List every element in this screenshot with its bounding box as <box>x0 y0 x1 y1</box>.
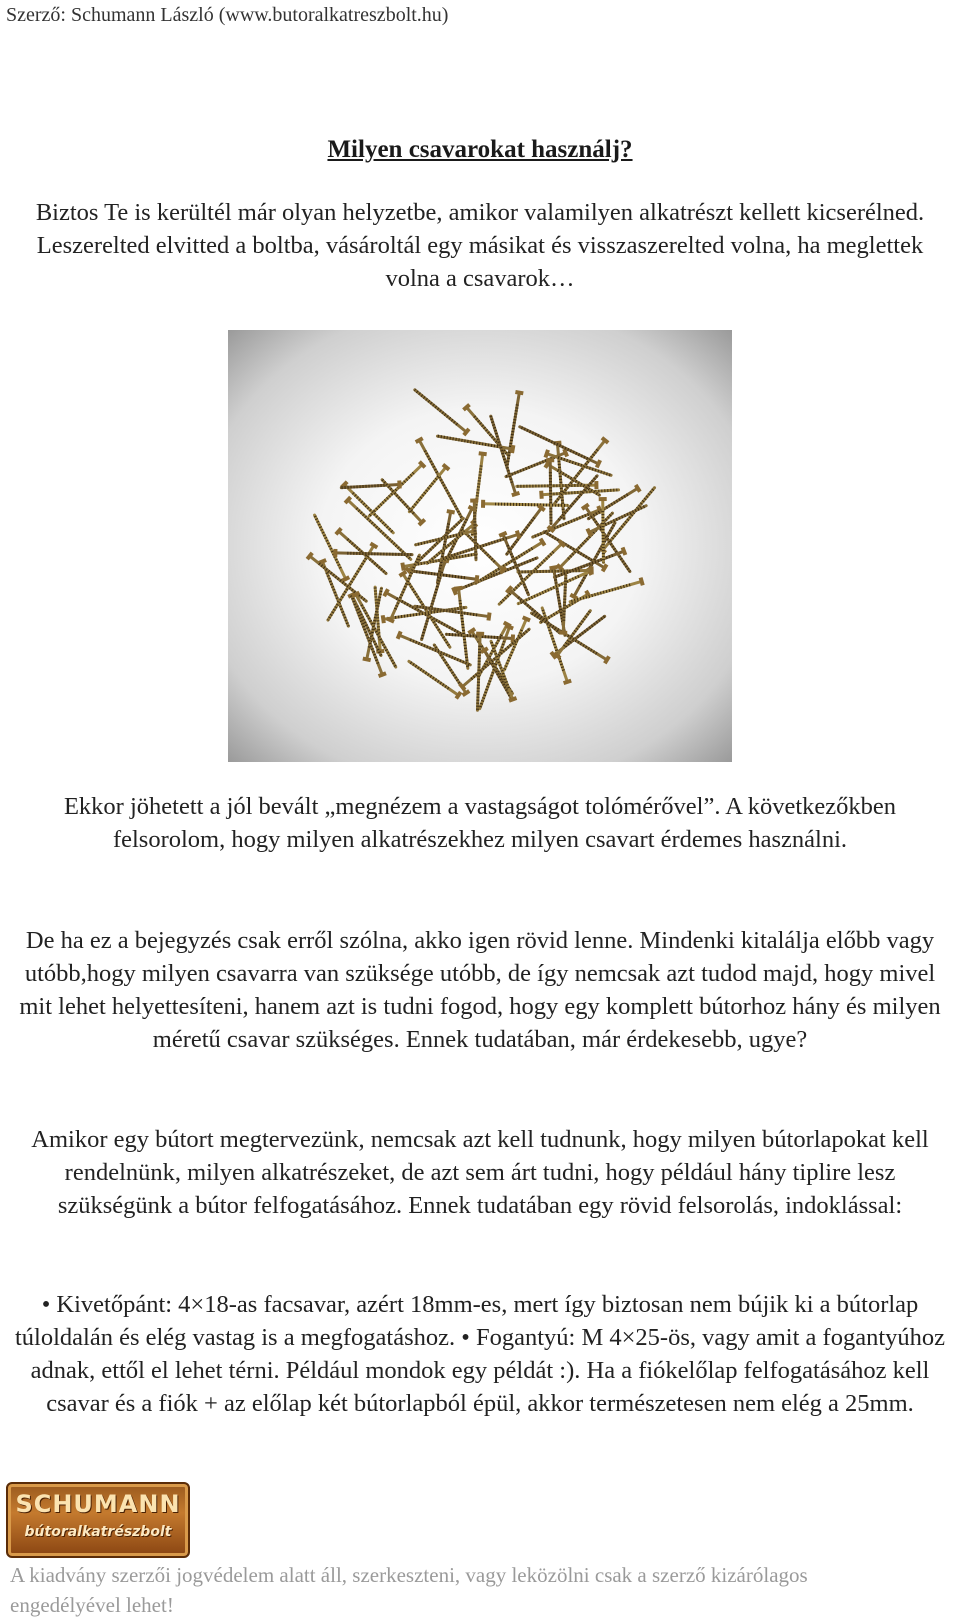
screw <box>455 588 472 669</box>
logo-subtitle: bútoralkatrészbolt <box>24 1524 172 1540</box>
screw <box>319 560 352 628</box>
schumann-logo <box>6 1482 190 1558</box>
paragraph-explanation: De ha ez a bejegyzés csak erről szólna, akko igen rövid lenne. Mindenki kitalálja előbb vagy utóbb,hogy milyen csavarra van szüksége utóbb, de így nemcsak azt tudod majd, hogy mivel mit lehet helyettesíteni, hanem azt is tudni fogod, hogy egy komplett bútorhoz hány és milyen méretű csavar szükséges. Ennek tudatában, már érdekesebb, ugye? <box>19 927 941 1053</box>
paragraph-caliper: Ekkor jöhetett a jól bevált „megnézem a vastagságot tolómérővel”. A következőkben felsorolom, hogy milyen alkatrészekhez milyen csavart érdemes használni. <box>63 793 897 853</box>
paragraph-planning: Amikor egy bútort megtervezünk, nemcsak azt kell tudnunk, hogy milyen bútorlapokat kell rendelnünk, milyen alkatrészeket, de azt sem árt tudni, hogy például hány tiplire lesz szükségünk a bútor felfogatásához. Ennek tudatában egy rövid felsorolás, indoklással: <box>31 1126 929 1219</box>
screw <box>342 482 397 536</box>
screw <box>416 438 466 520</box>
screw <box>542 528 607 571</box>
screw <box>413 567 477 583</box>
screw <box>366 462 425 519</box>
article-title: Milyen csavarokat használj? <box>327 136 633 163</box>
screw <box>412 387 469 435</box>
author-header: Szerző: Schumann László (www.butoralkatreszbolt.hu) <box>6 4 449 26</box>
screw <box>569 578 643 606</box>
screw <box>507 587 563 636</box>
screw <box>504 506 545 557</box>
screws-photo <box>228 330 732 762</box>
screw <box>463 405 510 458</box>
logo-brand: SCHUMANN <box>15 1490 181 1518</box>
copyright-notice: A kiadvány szerzői jogvédelem alatt áll, szerkeszteni, vagy leközölni csak a szerző kizárólagos engedélyével lehet! <box>10 1563 808 1617</box>
paragraph-list: • Kivetőpánt: 4×18-as facsavar, azért 18mm-es, mert így biztosan nem bújik ki a bútorlap túloldalán és elég vastag is a megfogatáshoz. • Fogantyú: M 4×25-ös, vagy amit a fogantyúhoz adnak, ettől el lehet térni. Például mondok egy példát :). Ha a fiókelőlap felfogatásához kell csavar és a fiók + az előlap két bútorlapból épül, akkor természetesen nem elég a 25mm. <box>14 1291 946 1417</box>
screw <box>407 658 461 699</box>
screw <box>503 392 523 468</box>
paragraph-intro: Biztos Te is kerültél már olyan helyzetbe, amikor valamilyen alkatrészt kellett kicserélned. Leszerelted elvitted a boltba, vásároltál egy másikat és visszaszerelted volna, ha meglettek volna a csavarok… <box>35 199 925 292</box>
